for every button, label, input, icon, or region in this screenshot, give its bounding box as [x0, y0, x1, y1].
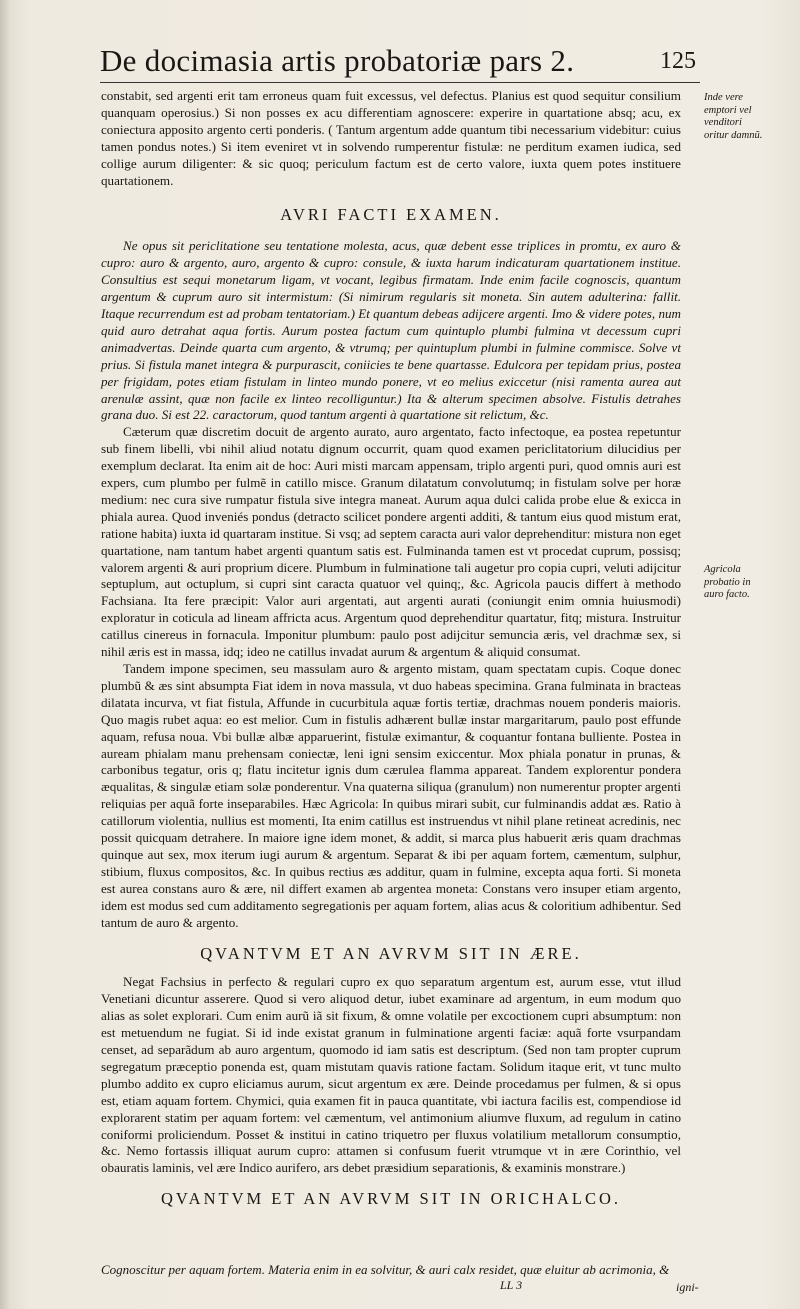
paragraph: Negat Fachsius in perfecto & regulari cupro ex quo separatum argentum est, aurum esse, vtut illud Venetiani dicuntur asserere. Quod si vero aliquod detur, iubet examinare ad argentum, in eum modum quo alias as solet explorari. Cum enim aurũ iã sit fixum, & omne volatile per excoctionem cupri absumptum: non est metuendum ne fugiat. Si id inde existat granum in fulminatione argenti faciæ: aquã forte vsurpandam censet, ad separãdum ab auro argentum, quomodo id iam satis est descriptum. (Sed non tam propter cuprum segregatum præceptio ponenda est, quam mistutam quavis ratione factam. Solidum itaque erit, vt tunc multo plumbo addito ex cupro eliciamus aurum, sicut argentum ex ære. Deinde procedamus per fulmen, & si opus est, etiam aquam fortem. Chymici, quia examen fit in pauca quantitate, vbi iactura facilis est, compendiose id explorarent statim per aquam fortem: vel cæmentum, vel antimonium aliumve fluxum, ad regulum in catino coniformi proliciendum. Posset & institui in catino triquetro per fluxus volatilium metallorum consumptio, &c. Nemo fortassis illiquat aurum cupro: attamen si confusum fuerit vtrumque vt in ære Corinthio, vel obauratis laminis, vel ære Indico aurifero, ars debet præsidium separationis, & examinis monstrare.)	[101, 974, 681, 1176]
margin-note: Agricola probatio in auro facto.	[704, 564, 751, 600]
catchword: igni-	[676, 1280, 699, 1294]
section-heading: AVRI FACTI EXAMEN.	[280, 205, 502, 225]
main-text	[101, 88, 681, 1220]
signature-mark: LL 3	[500, 1278, 523, 1292]
paragraph: Cognoscitur per aquam fortem. Materia enim in ea solvitur, & auri calx residet, quæ eluitur ab acrimonia, &	[101, 1262, 670, 1277]
page-number: 125	[660, 48, 696, 74]
paragraph: Ne opus sit periclitatione seu tentatione molesta, acus, quæ debent esse triplices in promtu, ex auro & cupro: auro & argento, auro, argento & cupro: consule, & iuxta harum indicaturam quartationem institue. Consultius est sequi monetarum ligam, vt vocant, legibus firmatam. Inde enim facile cognoscis, quantum argentum & cuprum auro sit intermistum: (Si nimirum regularis sit moneta. Sin autem adulterina: fallit. Itaque recurrendum est ad probam tentatoriam.) Et quantum debeas adijcere argenti. Imo & videre potes, num quid auro detrahat aqua fortis. Aurum postea factum cum quintuplo plumbi fulmina vt decessum cupri animadvertas. Deinde quarta cum argento, & vtrumq; per quintuplum plumbi in fulmine commisce. Solve vt prius. Si fistula manet integra & purpurascit, coniicies te bene quartasse. Edulcora per tepidam prius, postea per frigidam, potes etiam fistulam in linteo mundo ponere, vt eo melius exiccetur (nisi ramenta aurea aut arenulæ assint, quæ non facile ex linteo recolliguntur.) Ita & alterum specimen absolve. Fistulis detrahes grana duo. Si est 22. caractorum, quod tantum argenti à quartatione sit relictum, &c.	[101, 238, 681, 423]
paragraph: Tandem impone specimen, seu massulam auro & argento mistam, quam spectatam cupis. Coque donec plumbũ & æs sint absumpta Fiat idem in nova massula, vt duo habeas specimina. Grana fulminata in bracteas dilatata incurva, vt fiat fistula, Affunde in cucurbitula aquæ fortis tertiæ, drachmas nouem ponderis maioris. Quo magis rubet aqua: eo est melior. Cum in fistulis adhærent bullæ instar margaritarum, paulo post effunde aquam, refusa noua. Vbi bullæ albæ apparuerint, fistulæ eximantur, & coquantur fontana bulliente. Postea in auream phialam manu prehensam coniectæ, leni igni sensim exiccentur. Mox phiala ponatur in prunas, & carbonibus tegatur, oris q; flatu incitetur ignis dum cærulea flamma appareat. Tandem explorentur pondera æqualitas, & singulæ etiam solæ ponderentur. Vna quaterna siliqua (granulum) non numerentur propter argenti reliquias per aquã forte inseparabiles. Hæc Agricola: In quibus mirari subit, cur fulminandis addat æs. Ratio à catillorum violentia, nullius est momenti, Ita enim catillus est instruendus vt nihil plane retineat acredinis, nec possit quicquam detrahere. In maiore igne idem monet, & addit, si marca plus habuerit æris quam drachmas quinque aut sex, mox iterum iugi aurum & argentum. Separat & ibi per aquam fortem, cæmentum, sulphur, stibium, fluxus compositos, &c. In quibus rectius æs additur, quam in fulmine, excepta aqua forti. Si moneta est aurea constans auro & ære, nil differt examen ab argentea moneta: Constans vero insuper etiam argento, idem est modus sed cum additamento segregationis per aquam fortem, alias acus & coloritium adhibentur. Sed tantum de auro & argento.	[101, 661, 681, 930]
last-line	[101, 1262, 681, 1278]
running-header	[100, 42, 700, 83]
running-title: De docimasia artis probatoriæ pars 2.	[100, 43, 575, 78]
margin-note: Inde vere emptori vel venditori oritur damnũ.	[704, 92, 763, 141]
paragraph: Cæterum quæ discretim docuit de argento aurato, auro argentato, facto infectoque, ea postea repetuntur sub finem libelli, vbi nihil aliud notatu dignum occurrit, quam quod examen periclitatorium dilucidius per exemplum declarat. Ita enim ait de hoc: Auri misti marcam appensam, triplo argenti puri, quod omnis auri est expers, cum plumbo per fulmẽ in catillo misce. Granum dilatatum convolutumq; in fistulam solve per horæ medium: nec cura sive rumpatur fistula sive integra maneat. Aurum aqua dulci calida probe elue & exicca in phiala aurea. Quod inveniés pondus (detracto scilicet pondere argenti additi, & tantum eius quod mistum erat, ratione habita) iuxta id quartaram institue. Si vsq; ad septem caracta auri valor deprehenditur: mistura non eget quartatione, nam tantum habet argenti quantum satis est. Fulminanda tamen est vt procedat cuprum, possisq; valorem argenti & auri proprium dicere. Plumbum in fulminatione tali augetur pro copia cupri, veluti adijcitur septuplum, aut octuplum, si cupri sint caracta quatuor vel quinq;, &c. Agricola paucis differt à methodo Fachsiana. Ita fere præcipit: Valor auri argentati, aut argenti aurati (coniungit enim omnia huiusmodi) exploratur in coticula ad lineam affricta acus. Argentum quod deprehenditur quartatur, fitq; mistura. Instruitur catillus cinereus in fornacula. Imponitur plumbum: paulo post adijcitur semuncia æris, vel drachmæ sex, si nihil æris est in massa, idq; ideo ne catillus invadat aurum & argentum & aliquid consumat.	[101, 424, 681, 660]
section-heading: QVANTVM ET AN AVRVM SIT IN ORICHALCO.	[160, 1189, 622, 1209]
paragraph: constabit, sed argenti erit tam erroneus quam fuit excessus, vel defectus. Planius est quod sequitur consilium quanquam operosius.) Si non posses ex acu differentiam agnoscere: experire in quartatione absq; acu, ex coniectura apposito argento certi ponderis. ( Tantum argentum adde quantum tibi necessarium videbitur: cuius tamen pondus notes.) Si item eveniret vt in solvendo rumperentur fistulæ: ne perditum examen iudica, sed collige aurum diligenter: & sic quoq; periculum factum est de certo valore, iuxta quem potes instituere quartationem.	[101, 88, 681, 188]
section-heading: QVANTVM ET AN AVRVM SIT IN ÆRE.	[200, 943, 582, 963]
